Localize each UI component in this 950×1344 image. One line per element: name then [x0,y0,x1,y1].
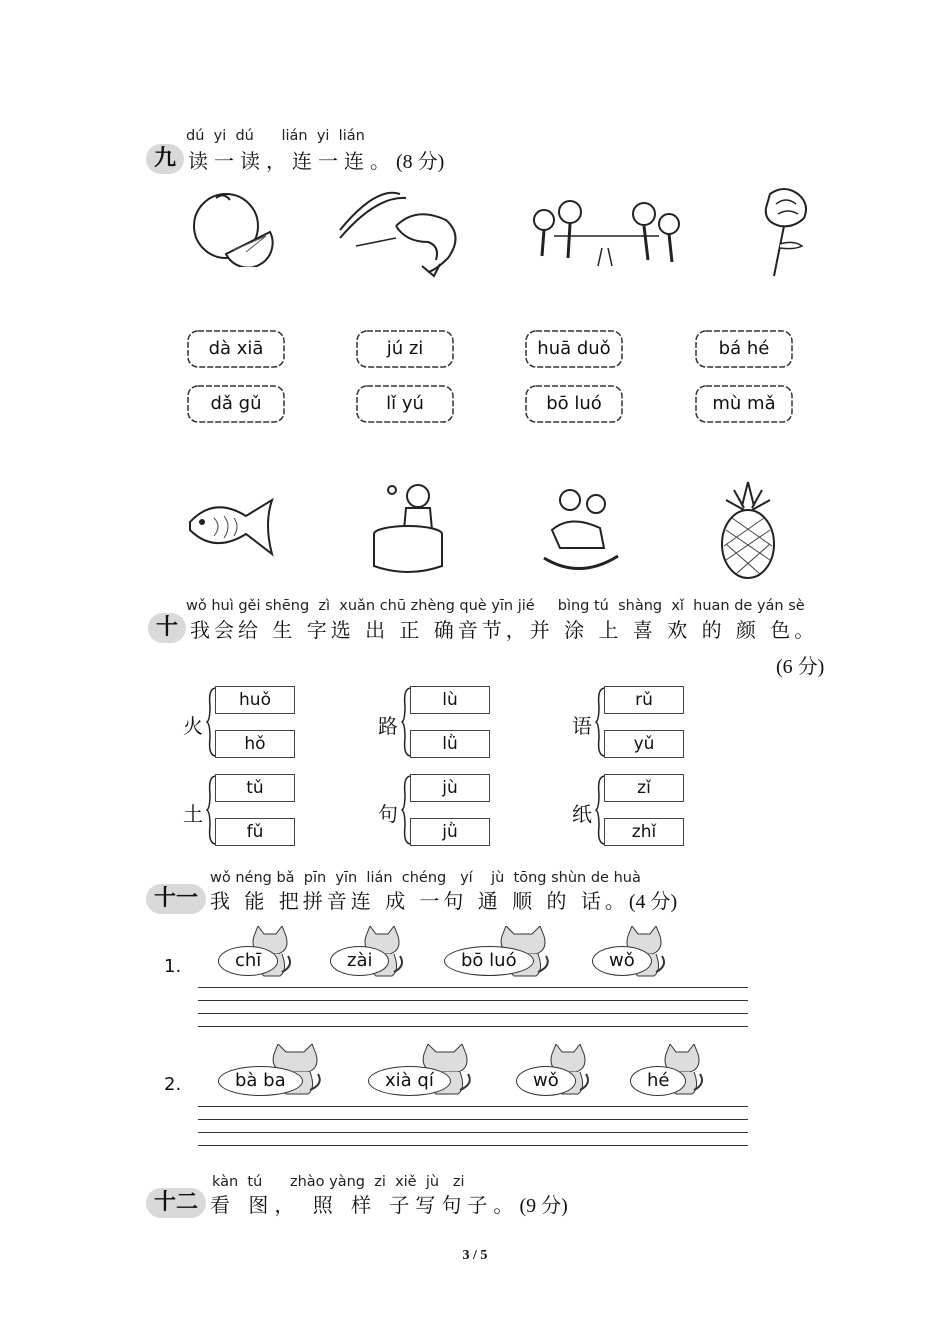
hanzi-char: 纸 [572,802,592,826]
pinyin-option-box[interactable]: huǒ [215,686,295,714]
flower-picture [754,186,816,278]
q10-number: 十 [148,613,186,643]
pinyin-card[interactable] [184,329,288,369]
pinyin-option-box[interactable]: fǔ [215,818,295,846]
pinyin-card-label: bá hé [718,338,770,359]
pinyin-card-label: jú zi [386,338,424,359]
orange-picture [186,192,276,267]
pinyin-card-label: huā duǒ [537,338,611,359]
q9-score: (8 分) [396,150,445,173]
pinyin-card[interactable] [692,384,796,424]
pinyin-card-label: mù mǎ [712,393,776,414]
q11-pinyin: wǒ néng bǎ pīn yīn lián chéng yí jù tōng shùn de huà [210,870,641,886]
q9-heading [146,144,444,174]
hanzi-char: 句 [378,802,398,826]
hanzi-char: 路 [378,714,398,738]
q11-score: (4 分) [628,890,678,913]
pinyin-card-label: bō luó [546,393,602,414]
drum-boy-picture [370,482,450,578]
cat-word-label: wǒ [516,1066,576,1096]
cat-word-label: zài [330,946,389,976]
tug-of-war-picture [524,196,689,272]
pinyin-option-box[interactable]: jǜ [410,818,490,846]
q11-heading [146,884,677,914]
q12-number: 十二 [146,1188,206,1218]
pinyin-option-box[interactable]: zhǐ [604,818,684,846]
q12-pinyin: kàn tú zhào yàng zi xiě jù zi [212,1174,465,1190]
hanzi-char: 土 [183,802,203,826]
cat-word-label: bō luó [444,946,534,976]
writing-lines[interactable] [198,987,748,1039]
q12-heading [146,1188,568,1218]
pinyin-card-label: dà xiā [208,338,264,359]
pinyin-card[interactable] [522,329,626,369]
writing-lines[interactable] [198,1106,748,1158]
rocking-horse-picture [540,484,620,576]
pineapple-picture [716,480,780,580]
q10-pinyin: wǒ huì gěi shēng zì xuǎn chū zhèng què yīn jié bìng tú shàng xǐ huan de yán sè [186,598,805,614]
cat-word-label: hé [630,1066,686,1096]
q10-heading [148,613,818,643]
pinyin-option-box[interactable]: hǒ [215,730,295,758]
pinyin-option-box[interactable]: tǔ [215,774,295,802]
pinyin-option-box[interactable]: jù [410,774,490,802]
q9-number: 九 [146,144,184,174]
cat-word-label: bà ba [218,1066,303,1096]
row-number: 2. [164,1074,182,1095]
hanzi-char: 语 [572,714,592,738]
pinyin-card[interactable] [522,384,626,424]
carp-fish-picture [184,494,276,560]
pinyin-option-box[interactable]: rǔ [604,686,684,714]
row-number: 1. [164,956,182,977]
q9-pinyin: dú yi dú lián yi lián [186,128,365,144]
hanzi-char: 火 [183,714,203,738]
cat-word-label: wǒ [592,946,652,976]
page-number: 3 / 5 [462,1248,488,1263]
pinyin-option-box[interactable]: yǔ [604,730,684,758]
shrimp-picture [336,186,466,278]
pinyin-card[interactable] [353,329,457,369]
q11-number: 十一 [146,884,206,914]
q9-title: 读一读，连一连。 [188,148,396,173]
q11-title: 我 能 把拼音连 成 一句 通 顺 的 话。 [210,888,629,913]
q12-score: (9 分) [519,1194,568,1217]
pinyin-card-label: lǐ yú [386,393,424,414]
pinyin-card[interactable] [353,384,457,424]
pinyin-option-box[interactable]: lù [410,686,490,714]
cat-word-label: xià qí [368,1066,451,1096]
q10-title: 我会给 生 字选 出 正 确音节，并 涂 上 喜 欢 的 颜 色。 [190,617,819,642]
cat-word-label: chī [218,946,278,976]
pinyin-card[interactable] [184,384,288,424]
pinyin-option-box[interactable]: zǐ [604,774,684,802]
pinyin-card[interactable] [692,329,796,369]
q10-score: (6 分) [776,656,825,678]
pinyin-option-box[interactable]: lǜ [410,730,490,758]
pinyin-card-label: dǎ gǔ [210,393,262,414]
q12-title: 看 图， 照 样 子写句子。 [210,1192,520,1217]
